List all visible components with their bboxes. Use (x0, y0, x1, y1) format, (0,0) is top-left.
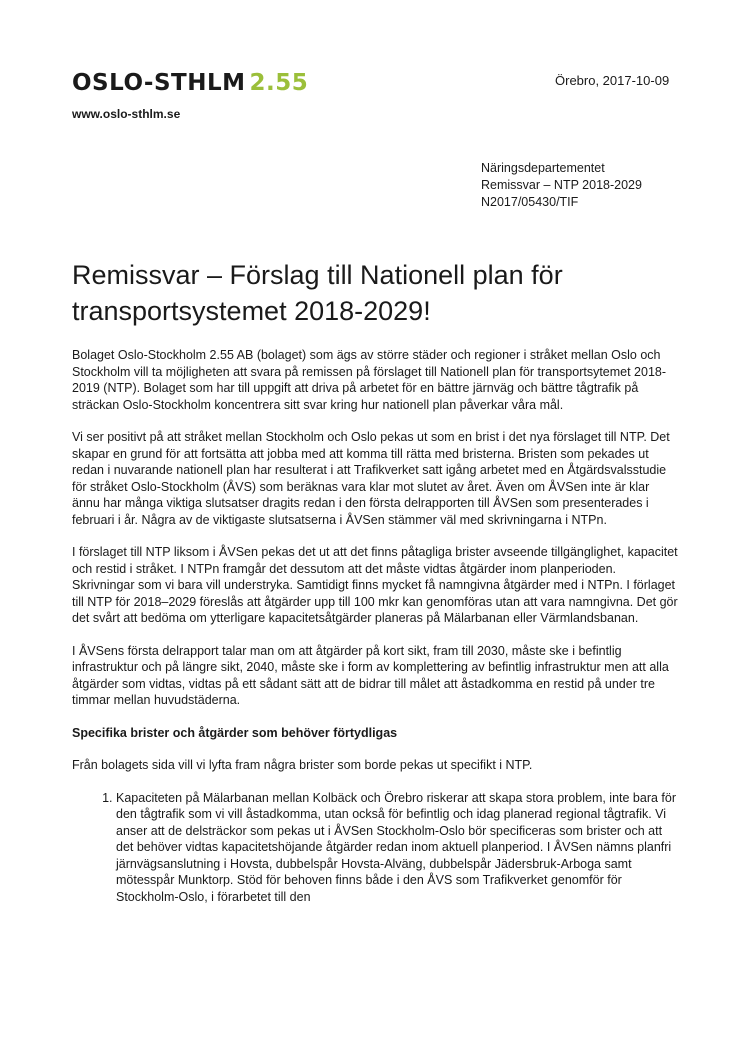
section-heading: Specifika brister och åtgärder som behöver förtydligas (72, 725, 398, 740)
list-item: 1. Kapaciteten på Mälarbanan mellan Kolbäck och Örebro riskerar att skapa stora problem, inte bara för den tågtrafik som vi vill åstadkomma, utan också för befintlig och idag planerad regional tågtrafik. Vi anser att de delsträckor som pekas ut i ÅVSen Stockholm-Oslo bör specificeras som brister och att det behöver vidtas kapacitetshöjande åtgärder redan inom aktuell planperiod. I ÅVSen nämns planfri järnvägsanslutning i Hovsta, dubbelspår Hovsta-Alväng, dubbelspår Jädersbruk-Arboga samt mötesspår Munktorp. Stöd för behoven finns både i den ÅVS som Trafikverket genomför för Stockholm-Oslo, i förarbetet till den (116, 790, 678, 906)
recipient-block (481, 160, 642, 211)
issue-list (72, 790, 678, 906)
section-intro: Från bolagets sida vill vi lyfta fram några brister som borde pekas ut specifikt i NTP. (72, 758, 533, 772)
logo-accent-text: 2.55 (249, 70, 309, 96)
logo-main-text: OSLO-STHLM (72, 70, 246, 96)
company-logo (72, 70, 308, 96)
recipient-line: Näringsdepartementet (481, 161, 605, 175)
recipient-line: N2017/05430/TIF (481, 195, 579, 209)
body-paragraph: I förslaget till NTP liksom i ÅVSen pekas det ut att det finns påtagliga brister avseende tillgänglighet, kapacitet och restid i stråket. I NTPn framgår det dessutom att det måste vidtas åtgärder inom planperioden. Skrivningar som vi bara vill understryka. Samtidigt finns mycket få namngivna åtgärder med i NTPn. I förlaget till NTP för 2018–2029 föreslås att åtgärder upp till 100 mkr kan genomföras utan att vara namngivna. Det gör det svårt att bedöma om ytterligare kapacitetsåtgärder planeras på Mälarbanan eller Värmlandsbanan. (72, 545, 678, 625)
website-link[interactable]: www.oslo-sthlm.se (72, 107, 181, 121)
document-date: Örebro, 2017-10-09 (555, 73, 670, 88)
body-paragraph: Bolaget Oslo-Stockholm 2.55 AB (bolaget) som ägs av större städer och regioner i stråket mellan Oslo och Stockholm vill ta möjligheten att svara på remissen på förslaget till Nationell plan för transportsytemet 2018-2019 (NTP). Bolaget som har till uppgift att driva på arbetet för en bättre järnväg och bättre tågtrafik på sträckan Oslo-Stockholm koncentrera sitt svar kring hur nationell plan påverkar våra mål. (72, 348, 667, 412)
document-body (72, 347, 678, 905)
body-paragraph: I ÅVSens första delrapport talar man om att åtgärder på kort sikt, fram till 2030, måste ske i befintlig infrastruktur och på längre sikt, 2040, måste ske i form av komplettering av befintlig infrastruktur men att alla åtgärder som vidtas, vidtas på ett sådant sätt att de bidrar till målet att åstadkomma en restid på under tre timmar mellan huvudstäderna. (72, 643, 669, 707)
recipient-line: Remissvar – NTP 2018-2029 (481, 178, 642, 192)
document-title: Remissvar – Förslag till Nationell plan för transportsystemet 2018-2029! (72, 260, 563, 326)
body-paragraph: Vi ser positivt på att stråket mellan Stockholm och Oslo pekas ut som en brist i det nya förslaget till NTP. Det skapar en grund för att fortsätta att jobba med att komma till rätta med bristerna. Bristen som pekades ut redan i nuvarande nationell plan har resulterat i att Trafikverket satt igång arbetet med en Åtgärdsvalsstudie för stråket Oslo-Stockholm (ÅVS) som beräknas vara klar mot slutet av året. Även om ÅVSen inte är klar ännu har många viktiga slutsatser dragits redan i den första delrapporten till ÅVSen som presenterades i februari i år. Några av de viktigaste slutsatserna i ÅVSen stämmer väl med skrivningarna i NTPn. (72, 430, 670, 527)
